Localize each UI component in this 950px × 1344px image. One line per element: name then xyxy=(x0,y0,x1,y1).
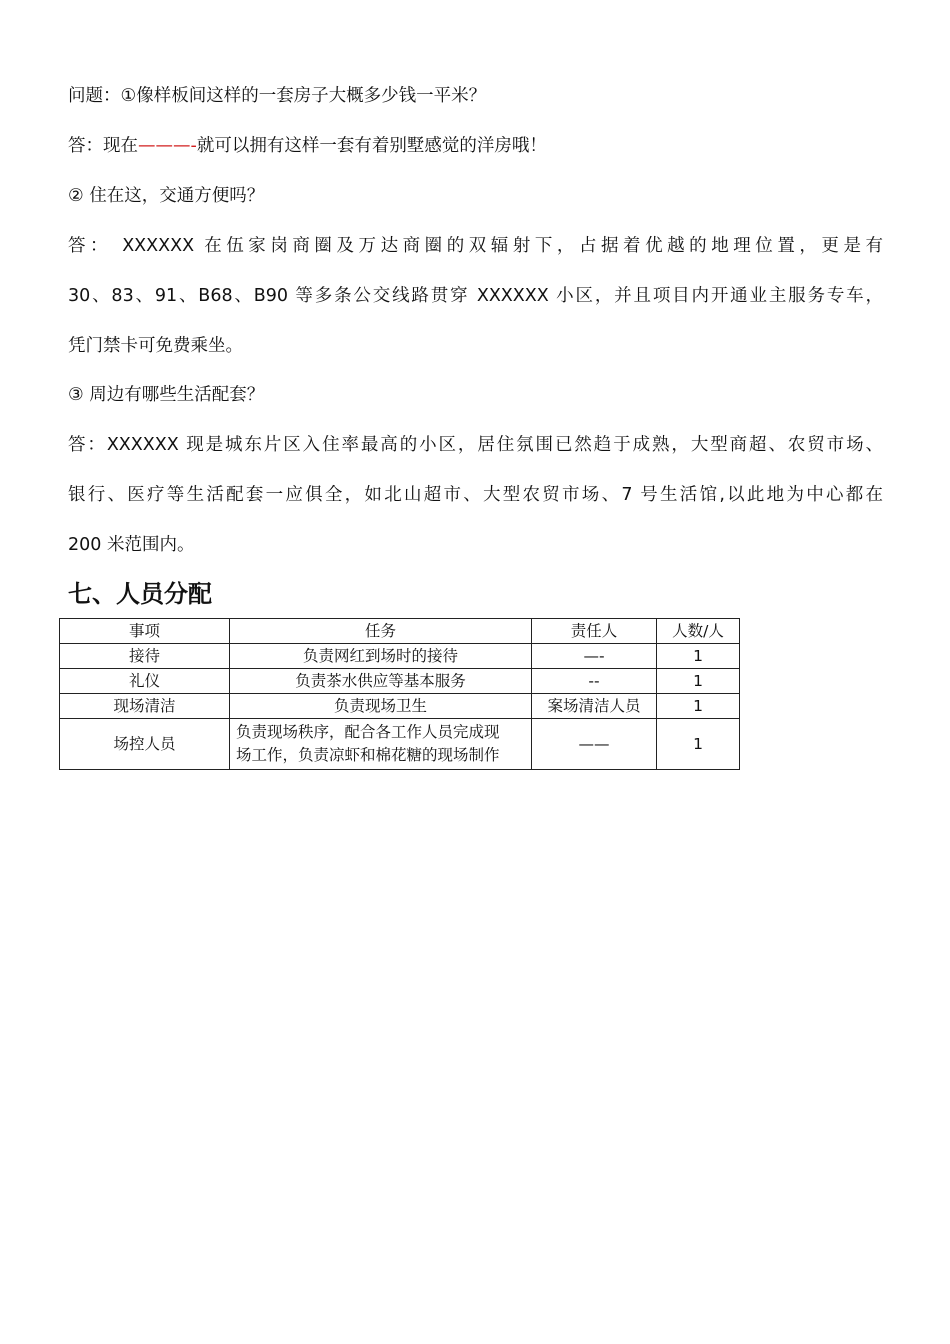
answer-3-line-3: 200 米范围内。 xyxy=(68,535,195,555)
cell-count: 1 xyxy=(657,694,740,719)
table-header-row xyxy=(60,619,740,644)
answer-1-prefix: 答：现在 xyxy=(68,136,138,156)
header-owner: 责任人 xyxy=(532,619,657,644)
cell-count: 1 xyxy=(657,644,740,669)
cell-owner: —— xyxy=(532,719,657,770)
answer-1 xyxy=(68,134,547,158)
header-task: 任务 xyxy=(230,619,532,644)
table-row xyxy=(60,694,740,719)
answer-2-line-3: 凭门禁卡可免费乘坐。 xyxy=(68,336,243,356)
answer-3-line-1: 答：XXXXXX 现是城东片区入住率最高的小区，居住氛围已然趋于成熟，大型商超、农贸市场、 xyxy=(68,435,883,455)
cell-task: 负责茶水供应等基本服务 xyxy=(230,669,532,694)
section-heading: 七、人员分配 xyxy=(68,580,212,608)
cell-count: 1 xyxy=(657,719,740,770)
cell-count: 1 xyxy=(657,669,740,694)
cell-item: 现场清洁 xyxy=(60,694,230,719)
table-row xyxy=(60,719,740,770)
answer-1-price-placeholder: ———- xyxy=(138,136,197,156)
answer-1-suffix: 就可以拥有这样一套有着别墅感觉的洋房哦！ xyxy=(196,136,547,156)
answer-3-line-2: 银行、医疗等生活配套一应俱全，如北山超市、大型农贸市场、7 号生活馆,以此地为中心都在 xyxy=(68,485,883,505)
table-row xyxy=(60,669,740,694)
question-1: 问题：①像样板间这样的一套房子大概多少钱一平米？ xyxy=(68,86,487,106)
header-item: 事项 xyxy=(60,619,230,644)
question-2: ② 住在这，交通方便吗？ xyxy=(68,186,265,206)
cell-task: 负责现场卫生 xyxy=(230,694,532,719)
question-3: ③ 周边有哪些生活配套？ xyxy=(68,385,265,405)
cell-item: 接待 xyxy=(60,644,230,669)
cell-task xyxy=(230,719,532,770)
answer-2-line-1: 答： XXXXXX 在伍家岗商圈及万达商圈的双辐射下，占据着优越的地理位置，更是有 xyxy=(68,236,883,256)
cell-task-line-1: 负责现场秩序，配合各工作人员完成现 xyxy=(236,723,500,741)
cell-item: 礼仪 xyxy=(60,669,230,694)
header-count: 人数/人 xyxy=(657,619,740,644)
cell-task: 负责网红到场时的接待 xyxy=(230,644,532,669)
answer-2-line-2: 30、83、91、B68、B90 等多条公交线路贯穿 XXXXXX 小区，并且项目内开通业主服务专车， xyxy=(68,286,883,306)
staff-allocation-table xyxy=(59,618,740,770)
table-row xyxy=(60,644,740,669)
cell-owner: -- xyxy=(532,669,657,694)
cell-owner: 案场清洁人员 xyxy=(532,694,657,719)
cell-owner: —- xyxy=(532,644,657,669)
cell-task-line-2: 场工作，负责凉虾和棉花糖的现场制作 xyxy=(236,746,500,764)
cell-item: 场控人员 xyxy=(60,719,230,770)
